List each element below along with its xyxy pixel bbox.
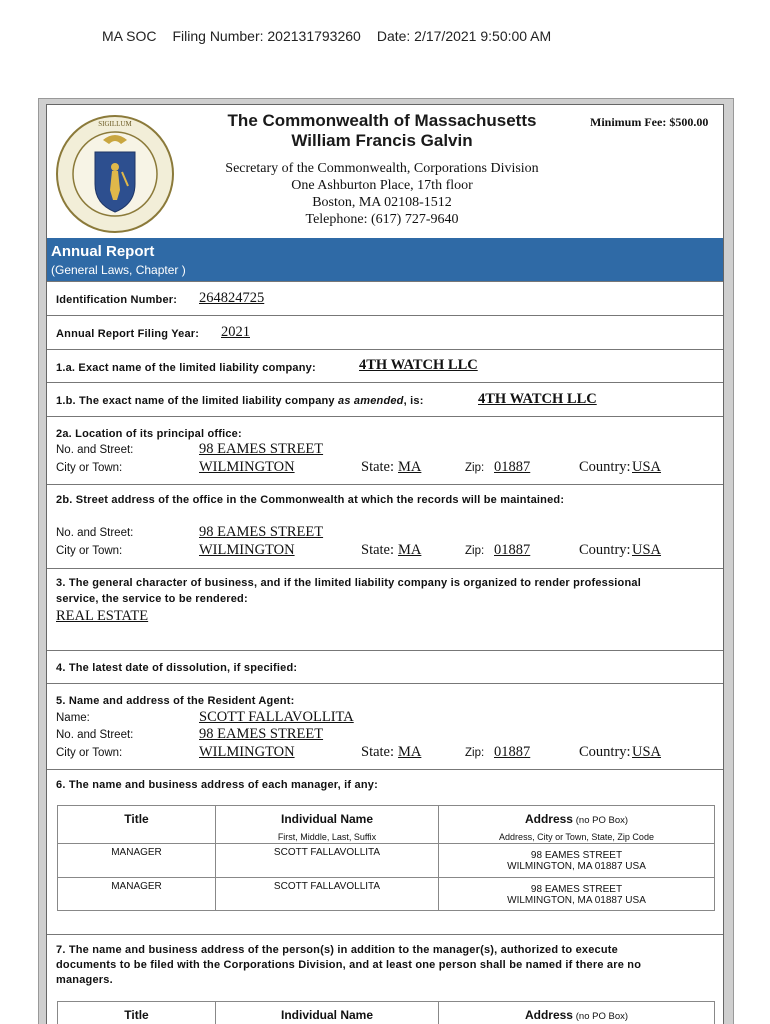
q5-name-label: Name: <box>56 712 90 724</box>
division-address <box>200 160 564 228</box>
managers-table <box>57 805 715 911</box>
q5-state: MA <box>398 744 422 760</box>
report-subtitle: (General Laws, Chapter ) <box>51 263 186 277</box>
manager-title: MANAGER <box>58 844 216 878</box>
q2a-country: USA <box>632 459 662 475</box>
report-title: Annual Report <box>51 243 155 260</box>
manager-name: SCOTT FALLAVOLLITA <box>216 878 439 911</box>
q5-city-label: City or Town: <box>56 747 123 759</box>
q2a-street: 98 EAMES STREET <box>199 441 324 457</box>
manager-title: MANAGER <box>58 878 216 911</box>
q2b-zip-label: Zip: <box>465 545 485 557</box>
q2a-street-label: No. and Street: <box>56 444 134 456</box>
q2a-city: WILMINGTON <box>199 459 295 475</box>
q5-street-label: No. and Street: <box>56 729 134 741</box>
q6-label: 6. The name and business address of each manager, if any: <box>56 779 378 791</box>
q2b-street-label: No. and Street: <box>56 527 134 539</box>
authorized-col-name: Individual Name <box>216 1002 439 1024</box>
q2a-state-label: State: <box>361 459 395 475</box>
q2b-country: USA <box>632 542 662 558</box>
table-row <box>58 844 715 878</box>
filing-header <box>102 28 567 44</box>
q5-state-label: State: <box>361 744 395 760</box>
filing-number: Filing Number: 202131793260 <box>172 28 361 44</box>
q4-label: 4. The latest date of dissolution, if specified: <box>56 662 298 674</box>
q1a-row <box>47 349 723 382</box>
section-band <box>47 238 723 281</box>
street-line: One Ashburton Place, 17th floor <box>291 178 473 193</box>
q7-label-line1: 7. The name and business address of the person(s) in addition to the manager(s), authorized to execute <box>56 944 618 956</box>
q4-row <box>47 650 723 683</box>
q3-row <box>47 568 723 650</box>
manager-address: 98 EAMES STREET WILMINGTON, MA 01887 USA <box>439 878 715 911</box>
q7-label-line2: documents to be filed with the Corporations Division, and at least one person shall be named if there are no <box>56 959 642 971</box>
q2b-zip: 01887 <box>494 542 531 558</box>
svg-text:SIGILLUM: SIGILLUM <box>98 120 132 128</box>
q2a-country-label: Country: <box>579 459 631 475</box>
q2a-zip-label: Zip: <box>465 462 485 474</box>
minimum-fee: Minimum Fee: $500.00 <box>590 115 709 129</box>
q2b-street: 98 EAMES STREET <box>199 524 324 540</box>
identification-row <box>47 281 723 315</box>
q1b-value: 4TH WATCH LLC <box>478 391 597 407</box>
q1a-value: 4TH WATCH LLC <box>359 357 478 373</box>
q2a-label: 2a. Location of its principal office: <box>56 428 242 440</box>
commonwealth-title: The Commonwealth of Massachusetts <box>227 111 537 130</box>
identification-label: Identification Number: <box>56 294 178 306</box>
q5-label: 5. Name and address of the Resident Agent: <box>56 695 295 707</box>
q5-row <box>47 683 723 769</box>
identification-value: 264824725 <box>199 290 265 306</box>
q1b-row <box>47 382 723 416</box>
q5-name: SCOTT FALLAVOLLITA <box>199 709 354 725</box>
q2b-label: 2b. Street address of the office in the Commonwealth at which the records will be maintained: <box>56 494 565 506</box>
managers-col-name-sub: First, Middle, Last, Suffix <box>277 832 377 842</box>
q5-country-label: Country: <box>579 744 631 760</box>
authorized-col-address: Address (no PO Box) <box>439 1002 715 1024</box>
q2a-row <box>47 416 723 484</box>
filing-year-row <box>47 315 723 349</box>
city-line: Boston, MA 02108-1512 <box>312 195 452 210</box>
q3-value: REAL ESTATE <box>56 608 149 624</box>
phone-line: Telephone: (617) 727-9640 <box>305 212 459 227</box>
manager-address: 98 EAMES STREET WILMINGTON, MA 01887 USA <box>439 844 715 878</box>
q2b-city-label: City or Town: <box>56 545 123 557</box>
q1a-label: 1.a. Exact name of the limited liability company: <box>56 362 316 374</box>
managers-col-address: Address (no PO Box) Address, City or Town, State, Zip Code <box>439 806 715 844</box>
q5-country: USA <box>632 744 662 760</box>
managers-header-row <box>58 806 715 844</box>
q2b-country-label: Country: <box>579 542 631 558</box>
division-line: Secretary of the Commonwealth, Corporations Division <box>225 161 539 176</box>
q2a-city-label: City or Town: <box>56 462 123 474</box>
q3-label-line2: service, the service to be rendered: <box>56 593 248 605</box>
massachusetts-seal-icon <box>48 112 182 236</box>
q2b-state: MA <box>398 542 422 558</box>
filing-year-value: 2021 <box>221 324 250 340</box>
q2b-city: WILMINGTON <box>199 542 295 558</box>
q1b-label: 1.b. The exact name of the limited liability company as amended, is: <box>56 395 424 407</box>
table-row <box>58 878 715 911</box>
filing-year-label: Annual Report Filing Year: <box>56 328 200 340</box>
q5-zip: 01887 <box>494 744 531 760</box>
header-title <box>200 111 564 151</box>
authorized-col-title: Title <box>58 1002 216 1024</box>
managers-col-address-sub: Address, City or Town, State, Zip Code <box>499 832 654 842</box>
manager-name: SCOTT FALLAVOLLITA <box>216 844 439 878</box>
q5-zip-label: Zip: <box>465 747 485 759</box>
q2b-row <box>47 484 723 568</box>
q5-street: 98 EAMES STREET <box>199 726 324 742</box>
authorized-header-row <box>58 1002 715 1024</box>
q2a-state: MA <box>398 459 422 475</box>
q3-label-line1: 3. The general character of business, and if the limited liability company is organized to render professional <box>56 577 641 589</box>
managers-col-title: Title <box>58 806 216 844</box>
q2a-zip: 01887 <box>494 459 531 475</box>
filing-date: Date: 2/17/2021 9:50:00 AM <box>376 28 552 44</box>
q7-label-line3: managers. <box>56 974 113 986</box>
q2b-state-label: State: <box>361 542 395 558</box>
q5-city: WILMINGTON <box>199 744 295 760</box>
managers-col-name: Individual Name First, Middle, Last, Suffix <box>216 806 439 844</box>
secretary-name: William Francis Galvin <box>291 131 473 150</box>
authorized-persons-table <box>57 1001 715 1024</box>
doc-code: MA SOC <box>102 28 157 44</box>
